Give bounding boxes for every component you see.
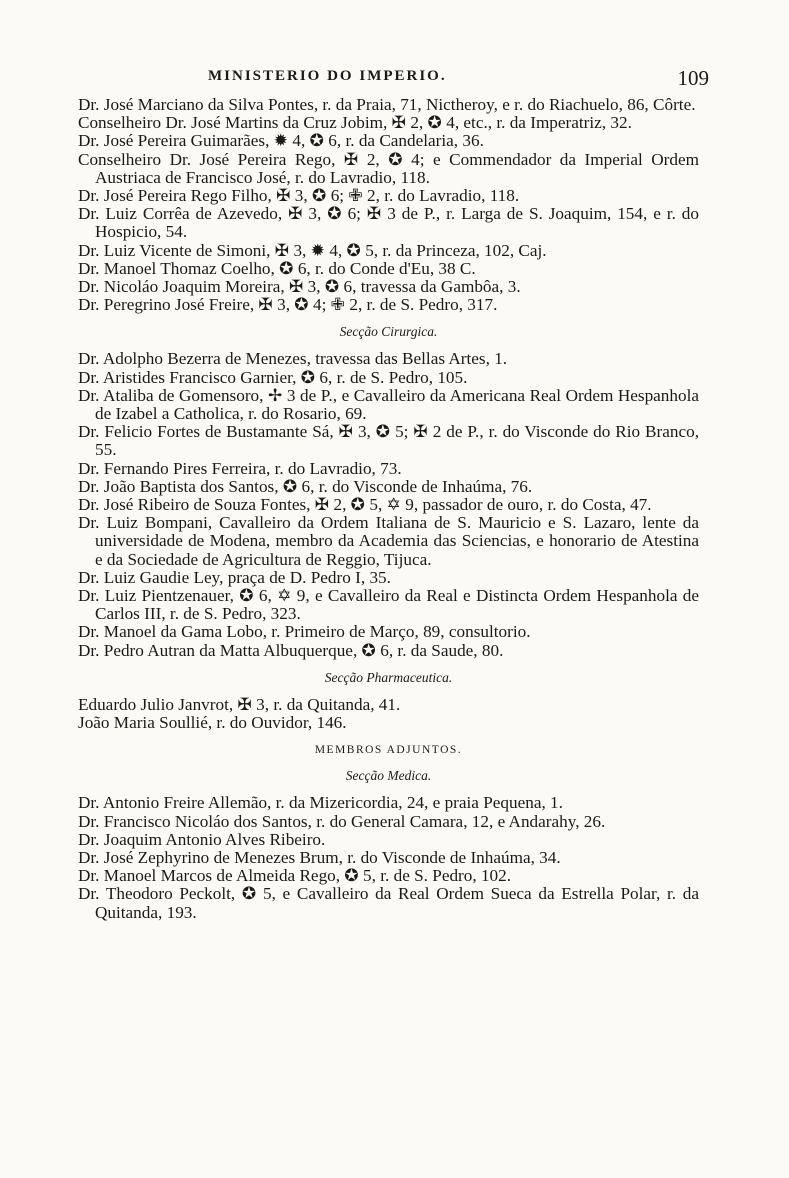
list-item: Dr. Luiz Vicente de Simoni, ✠ 3, ✹ 4, ✪ 5, r. da Princeza, 102, Caj. [78, 240, 547, 260]
list-item: Dr. Adolpho Bezerra de Menezes, travessa das Bellas Artes, 1. [78, 349, 508, 369]
list-item: Dr. Nicoláo Joaquim Moreira, ✠ 3, ✪ 6, travessa da Gambôa, 3. [78, 277, 521, 297]
entries-top-list [78, 96, 699, 314]
list-item: Conselheiro Dr. José Pereira Rego, ✠ 2, ✪ 4; e Commendador da Imperial Ordem Austriaca de Francisco José, r. do Lavradio, 118. [78, 149, 699, 187]
list-item: Dr. Felicio Fortes de Bustamante Sá, ✠ 3, ✪ 5; ✠ 2 de P., r. do Visconde do Rio Branco, 55. [78, 422, 699, 460]
list-item: Eduardo Julio Janvrot, ✠ 3, r. da Quitanda, 41. [78, 694, 401, 714]
list-item: Dr. José Pereira Guimarães, ✹ 4, ✪ 6, r. da Candelaria, 36. [78, 131, 484, 151]
list-item: Dr. Manoel Marcos de Almeida Rego, ✪ 5, r. de S. Pedro, 102. [78, 866, 512, 886]
cirurgica-list [78, 350, 699, 659]
list-item: Dr. Theodoro Peckolt, ✪ 5, e Cavalleiro da Real Ordem Sueca da Estrella Polar, r. da Quitanda, 193. [78, 884, 699, 922]
list-item: Dr. José Pereira Rego Filho, ✠ 3, ✪ 6; ✙ 2, r. do Lavradio, 118. [78, 186, 520, 206]
running-head [78, 66, 709, 96]
list-item: Dr. Antonio Freire Allemão, r. da Mizericordia, 24, e praia Pequena, 1. [78, 793, 563, 813]
medica-list [78, 794, 699, 921]
list-item: Dr. Manoel Thomaz Coelho, ✪ 6, r. do Conde d'Eu, 38 C. [78, 258, 476, 278]
list-item: Dr. Luiz Gaudie Ley, praça de D. Pedro I, 35. [78, 567, 391, 587]
section-heading-pharmaceutica: Secção Pharmaceutica. [324, 669, 453, 685]
running-title: MINISTERIO DO IMPERIO. [208, 68, 447, 84]
list-item: Dr. José Ribeiro de Souza Fontes, ✠ 2, ✪ 5, ✡ 9, passador de ouro, r. do Costa, 47. [78, 495, 652, 515]
list-item: Dr. Fernando Pires Ferreira, r. do Lavradio, 73. [78, 458, 402, 478]
list-item: Dr. Joaquim Antonio Alves Ribeiro. [78, 829, 326, 849]
list-item: Dr. Peregrino José Freire, ✠ 3, ✪ 4; ✙ 2, r. de S. Pedro, 317. [78, 295, 498, 315]
list-item: Dr. Francisco Nicoláo dos Santos, r. do General Camara, 12, e Andarahy, 26. [78, 811, 606, 831]
list-item: Dr. Ataliba de Gomensoro, ✢ 3 de P., e Cavalleiro da Americana Real Ordem Hespanhola de Izabel a Catholica, r. do Rosario, 69. [78, 385, 699, 424]
list-item: Dr. Luiz Corrêa de Azevedo, ✠ 3, ✪ 6; ✠ 3 de P., r. Larga de S. Joaquim, 154, e r. do Hospicio, 54. [78, 204, 699, 242]
section-heading-cirurgica: Secção Cirurgica. [339, 324, 438, 340]
list-item: Dr. José Zephyrino de Menezes Brum, r. do Visconde de Inhaúma, 34. [78, 847, 561, 867]
pharmaceutica-list [78, 696, 699, 732]
list-item: Dr. Manoel da Gama Lobo, r. Primeiro de Março, 89, consultorio. [78, 622, 531, 642]
list-item: Dr. Pedro Autran da Matta Albuquerque, ✪ 6, r. da Saude, 80. [78, 640, 504, 660]
section-heading-medica: Secção Medica. [345, 768, 432, 784]
page-number: 109 [677, 66, 709, 90]
list-item: Dr. João Baptista dos Santos, ✪ 6, r. do Visconde de Inhaúma, 76. [78, 476, 533, 496]
list-item: Conselheiro Dr. José Martins da Cruz Jobim, ✠ 2, ✪ 4, etc., r. da Imperatriz, 32. [78, 113, 632, 133]
membros-adjuntos-heading: MEMBROS ADJUNTOS. [314, 744, 463, 757]
list-item: Dr. José Marciano da Silva Pontes, r. da Praia, 71, Nictheroy, e r. do Riachuelo, 86, Côrte. [78, 95, 696, 114]
list-item: Dr. Aristides Francisco Garnier, ✪ 6, r. de S. Pedro, 105. [78, 367, 468, 387]
list-item: João Maria Soullié, r. do Ouvidor, 146. [78, 713, 347, 733]
list-item: Dr. Luiz Bompani, Cavalleiro da Ordem Italiana de S. Mauricio e S. Lazaro, lente da universidade de Modena, membro da Academia das Sciencias, e honorario de Atestina e da Sociedade de Agricultura de Reggio, Tijuca. [78, 513, 699, 569]
list-item: Dr. Luiz Pientzenauer, ✪ 6, ✡ 9, e Cavalleiro da Real e Distincta Ordem Hespanhola de Carlos III, r. de S. Pedro, 323. [78, 586, 699, 624]
